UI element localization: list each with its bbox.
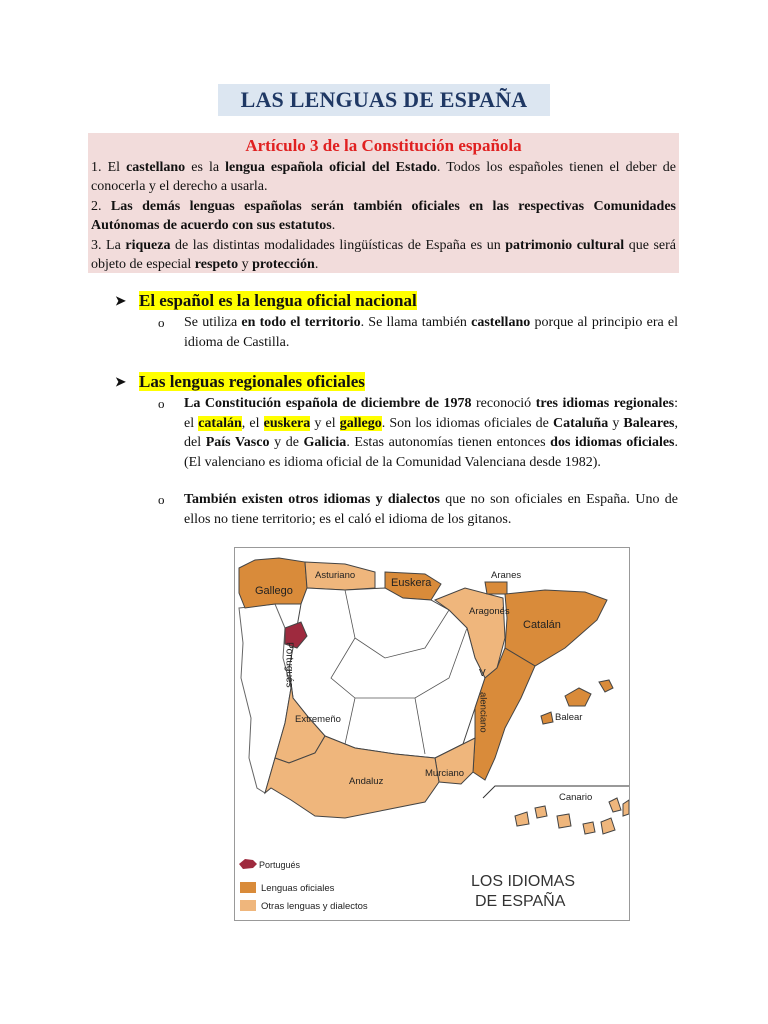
map-caption-line2: DE ESPAÑA xyxy=(475,893,566,910)
arrow-bullet-icon: ➤ xyxy=(115,374,126,389)
page-title: LAS LENGUAS DE ESPAÑA xyxy=(240,87,528,112)
list-item xyxy=(158,313,678,352)
label-v: V xyxy=(479,668,486,679)
legend-other-swatch xyxy=(240,900,256,911)
article-paragraph-1: 1. El castellano es la lengua española oficial del Estado. Todos los españoles tienen el deber de conocerla y el derecho a usarla. xyxy=(91,160,676,195)
legend-other-label: Otras lenguas y dialectos xyxy=(261,901,368,912)
list-item-text: Se utiliza en todo el territorio. Se llama también castellano porque al principio era el idioma de Castilla. xyxy=(184,315,679,350)
article-paragraph-2: 2. Las demás lenguas españolas serán también oficiales en las respectivas Comunidades Autónomas de acuerdo con sus estatutos. xyxy=(91,198,677,234)
constitution-article-box xyxy=(88,133,679,273)
section-heading-regional: ➤ Las lenguas regionales oficiales xyxy=(115,372,365,391)
label-asturiano: Asturiano xyxy=(315,570,356,581)
circle-bullet-icon: o xyxy=(158,492,165,507)
label-murciano: Murciano xyxy=(425,768,465,779)
article-paragraph-3: 3. La riqueza de las distintas modalidades lingüísticas de España es un patrimonio cultural que será objeto de especial respeto y protección. xyxy=(91,237,676,273)
label-aragones: Aragonés xyxy=(469,606,510,617)
legend-official-swatch xyxy=(240,882,256,893)
title-box xyxy=(218,84,550,116)
galicia-region xyxy=(239,558,307,608)
list-item xyxy=(158,490,678,529)
list-item-text: También existen otros idiomas y dialectos que no son oficiales en España. Uno de ellos no tiene territorio; es el caló el idioma de los gitanos. xyxy=(184,492,678,527)
label-aranes: Aranes xyxy=(491,570,522,581)
section-heading-national: ➤ El español es la lengua oficial nacional xyxy=(115,291,417,310)
legend-official-label: Lenguas oficiales xyxy=(261,883,335,894)
label-valenciano-vertical: alenciano xyxy=(477,692,489,733)
article-heading: Artículo 3 de la Constitución española xyxy=(245,136,522,155)
legend-portugues-label: Portugués xyxy=(259,860,301,870)
arrow-bullet-icon: ➤ xyxy=(115,293,126,308)
label-canario: Canario xyxy=(559,792,593,803)
label-gallego: Gallego xyxy=(255,585,293,597)
circle-bullet-icon: o xyxy=(158,396,165,411)
canary-islands xyxy=(515,798,629,834)
aranes-region xyxy=(485,582,507,594)
list-item-text: La Constitución española de diciembre de 1978 reconoció tres idiomas regionales: el catalán, el euskera y el gallego. Son los idiomas oficiales de Cataluña y Baleares, del País Vasco y de Galicia. Estas autonomías tienen entonces dos idiomas oficiales. (El valenciano es idioma oficial de la Comunidad Valenciana desde 1982). xyxy=(184,396,679,470)
label-extremeno: Extremeño xyxy=(295,714,341,725)
list-item xyxy=(158,394,678,472)
map-caption-line1: LOS IDIOMAS xyxy=(471,873,576,890)
canary-inset-frame xyxy=(483,786,629,798)
label-catalan: Catalán xyxy=(523,619,561,631)
circle-bullet-icon: o xyxy=(158,315,165,330)
languages-map xyxy=(234,547,630,921)
legend-portugues-swatch xyxy=(239,859,257,869)
map-svg xyxy=(235,548,629,920)
label-balear: Balear xyxy=(555,712,583,723)
label-andaluz: Andaluz xyxy=(349,776,384,787)
label-portugues-vertical: Portugués xyxy=(283,642,295,688)
label-euskera: Euskera xyxy=(391,577,432,589)
